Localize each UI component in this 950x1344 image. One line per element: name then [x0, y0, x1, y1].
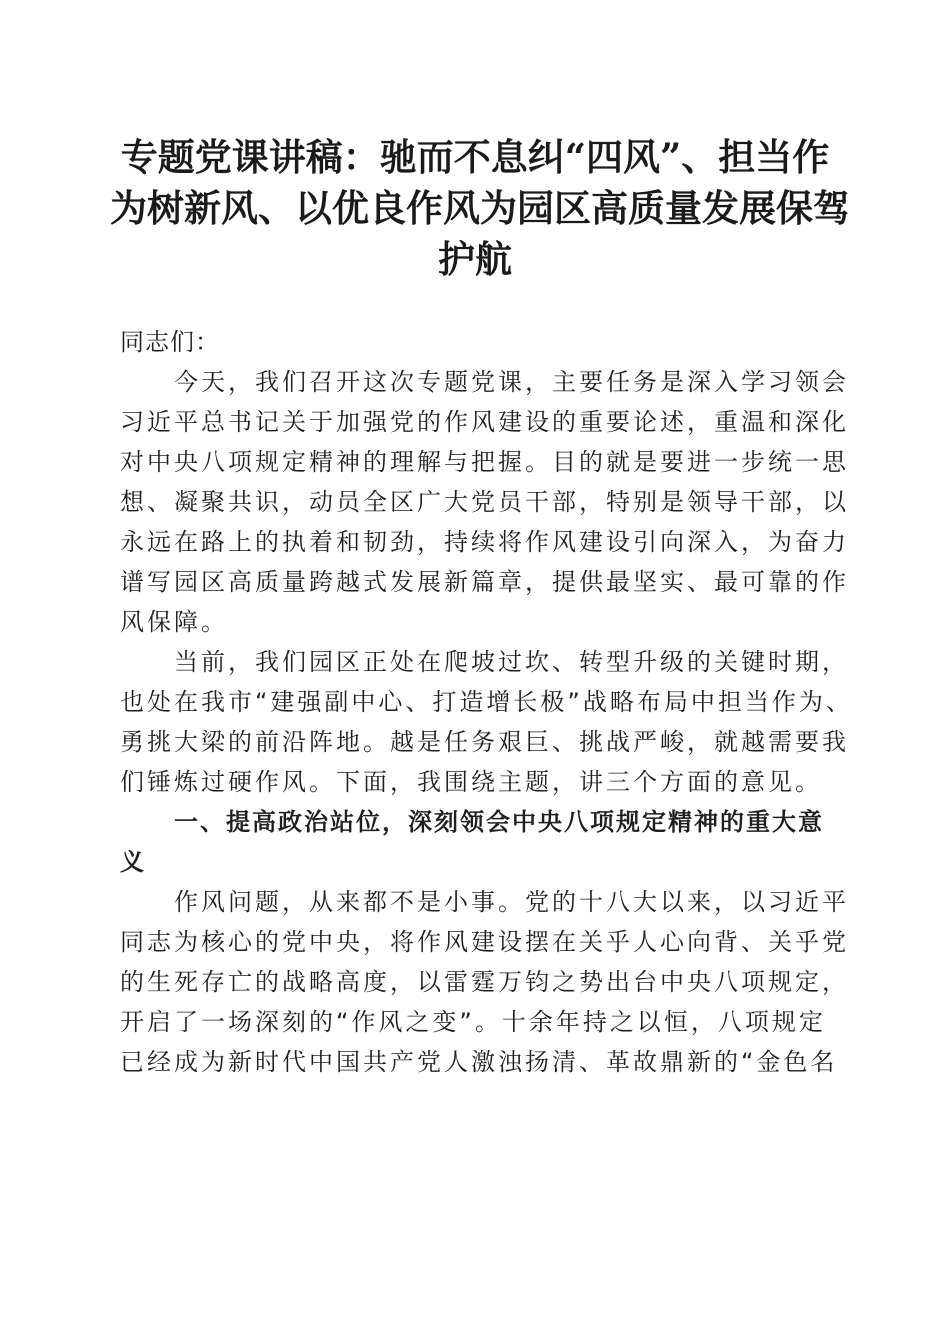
paragraph-line: 也处在我市“建强副中心、打造增长极”战略布局中担当作为、	[120, 688, 853, 716]
title-line: 为树新风、以优良作风为园区高质量发展保驾	[110, 186, 850, 230]
title-line: 护航	[438, 237, 512, 281]
paragraph-line: 的生死存亡的战略高度，以雷霆万钧之势出台中央八项规定，	[120, 968, 849, 996]
document-body	[120, 322, 853, 1082]
section-heading-1	[120, 802, 826, 882]
paragraph-line: 们锤炼过硬作风。下面，我围绕主题，讲三个方面的意见。	[120, 768, 822, 796]
paragraph-line: 风保障。	[120, 608, 228, 636]
paragraph-line: 想、凝聚共识，动员全区广大党员干部，特别是领导干部，以	[120, 488, 849, 516]
paragraph-line: 习近平总书记关于加强党的作风建设的重要论述，重温和深化	[120, 408, 849, 436]
paragraph-section-1	[120, 882, 849, 1082]
paragraph-line: 今天，我们召开这次专题党课，主要任务是深入学习领会	[174, 368, 849, 396]
paragraph-line: 勇挑大梁的前沿阵地。越是任务艰巨、挑战严峻，就越需要我	[120, 728, 849, 756]
paragraph-line: 同志为核心的党中央，将作风建设摆在关乎人心向背、关乎党	[120, 928, 849, 956]
paragraph-line: 当前，我们园区正处在爬坡过坎、转型升级的关键时期，	[174, 648, 849, 676]
document-title	[110, 132, 850, 285]
paragraph-line: 对中央八项规定精神的理解与把握。目的就是要进一步统一思	[120, 448, 849, 476]
heading-line: 义	[120, 848, 146, 876]
paragraph-context	[120, 642, 853, 802]
paragraph-line: 作风问题，从来都不是小事。党的十八大以来，以习近平	[174, 888, 849, 916]
paragraph-intro	[120, 362, 849, 642]
paragraph-line: 开启了一场深刻的“作风之变”。十余年持之以恒，八项规定	[120, 1008, 826, 1036]
paragraph-line: 永远在路上的执着和韧劲，持续将作风建设引向深入，为奋力	[120, 528, 849, 556]
heading-line: 一、提高政治站位，深刻领会中央八项规定精神的重大意	[174, 808, 824, 836]
paragraph-line: 谱写园区高质量跨越式发展新篇章，提供最坚实、最可靠的作	[120, 568, 849, 596]
salutation: 同志们：	[120, 328, 220, 356]
paragraph-line: 已经成为新时代中国共产党人激浊扬清、革故鼎新的“金色名	[120, 1048, 838, 1076]
title-line: 专题党课讲稿：驰而不息纠“四风”、担当作	[120, 135, 830, 179]
